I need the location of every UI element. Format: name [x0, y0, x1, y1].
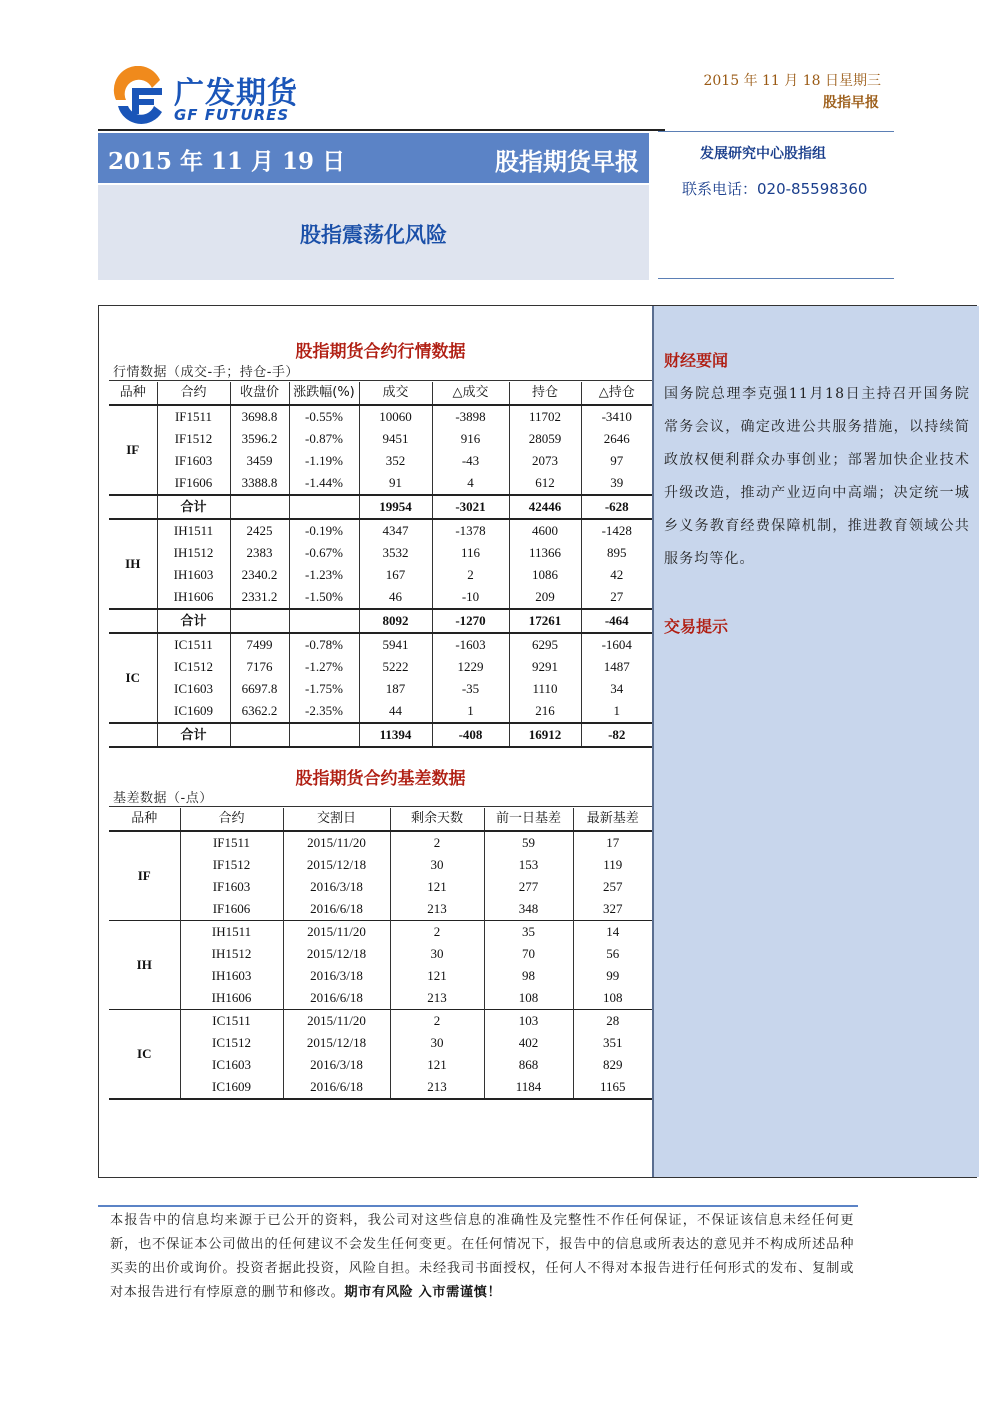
table-row [109, 921, 652, 944]
total-label: 合计 [157, 495, 230, 519]
column-header: 成交 [359, 382, 432, 405]
table-cell: IF1511 [180, 831, 283, 854]
disclaimer-rule [98, 1205, 858, 1207]
table-cell: 167 [359, 564, 432, 586]
table-row [109, 1032, 652, 1054]
table-cell: 7176 [230, 656, 289, 678]
risk-warning: 期市有风险 入市需谨慎！ [344, 1285, 502, 1300]
column-header: △成交 [432, 382, 509, 405]
table-cell: -1.23% [289, 564, 359, 586]
table-row [109, 586, 652, 609]
table-row [109, 700, 652, 723]
table-cell: -0.19% [289, 519, 359, 542]
table-cell: 1229 [432, 656, 509, 678]
table-cell: 14 [573, 921, 652, 944]
table-row [109, 898, 652, 921]
sidebar [652, 306, 979, 1177]
table-cell: 3596.2 [230, 428, 289, 450]
table-cell: IC1512 [157, 656, 230, 678]
table-cell: 9291 [509, 656, 581, 678]
table-cell: 1110 [509, 678, 581, 700]
table-cell: -35 [432, 678, 509, 700]
market-table-caption: 行情数据（成交-手；持仓-手） [113, 365, 299, 380]
total-cell: -1270 [432, 609, 509, 633]
table-row [109, 405, 652, 428]
table-cell: -1.27% [289, 656, 359, 678]
table-cell: 2 [390, 831, 484, 854]
phone-label: 联系电话： [682, 180, 758, 198]
table-cell: 257 [573, 876, 652, 898]
divider [658, 278, 894, 279]
table-cell: 1086 [509, 564, 581, 586]
table-cell: IC1603 [180, 1054, 283, 1076]
total-cell: 16912 [509, 723, 581, 747]
table-cell: 17 [573, 831, 652, 854]
table-cell: 2016/3/18 [283, 876, 390, 898]
table-cell: -1.75% [289, 678, 359, 700]
disclaimer [110, 1209, 854, 1305]
total-cell: 8092 [359, 609, 432, 633]
table-cell: IC1512 [180, 1032, 283, 1054]
caption-rule [109, 380, 652, 381]
tips-heading: 交易提示 [664, 617, 729, 636]
table-cell: 5222 [359, 656, 432, 678]
table-cell: 2015/11/20 [283, 921, 390, 944]
empty-cell [289, 609, 359, 633]
table-cell: 2340.2 [230, 564, 289, 586]
table-cell: 70 [484, 943, 573, 965]
table-cell: 348 [484, 898, 573, 921]
total-label: 合计 [157, 609, 230, 633]
variety-cell: IH [136, 957, 152, 972]
table-cell: 121 [390, 876, 484, 898]
department: 发展研究中心股指组 [700, 146, 826, 162]
table-cell: 103 [484, 1010, 573, 1033]
table-cell: IH1512 [180, 943, 283, 965]
table-cell: 2646 [581, 428, 652, 450]
table-cell: -0.87% [289, 428, 359, 450]
variety-cell: IC [137, 1046, 152, 1061]
table-cell: 1487 [581, 656, 652, 678]
spacer-cell [109, 723, 157, 747]
table-cell: 3459 [230, 450, 289, 472]
table-cell: 868 [484, 1054, 573, 1076]
table-cell: 2 [390, 1010, 484, 1033]
table-row [109, 876, 652, 898]
table-cell: IH1603 [180, 965, 283, 987]
table-cell: 7499 [230, 633, 289, 656]
table-cell: 56 [573, 943, 652, 965]
spacer-cell [109, 609, 157, 633]
basis-table [109, 808, 652, 1100]
total-cell: -82 [581, 723, 652, 747]
market-table [109, 382, 652, 748]
table-cell: 97 [581, 450, 652, 472]
table-cell: 91 [359, 472, 432, 495]
table-cell: 108 [573, 987, 652, 1010]
table-cell: 2016/6/18 [283, 1076, 390, 1099]
column-header: 品种 [119, 385, 146, 400]
total-cell: 19954 [359, 495, 432, 519]
table-cell: -1378 [432, 519, 509, 542]
table-cell: 2073 [509, 450, 581, 472]
table-cell: -1.44% [289, 472, 359, 495]
table-cell: 6295 [509, 633, 581, 656]
table-cell: 2383 [230, 542, 289, 564]
table-cell: 3698.8 [230, 405, 289, 428]
variety-cell: IC [125, 670, 140, 685]
total-row [109, 495, 652, 519]
table-cell: 30 [390, 854, 484, 876]
table-cell: 209 [509, 586, 581, 609]
phone-number: 020-85598360 [757, 180, 868, 198]
table-cell: -43 [432, 450, 509, 472]
column-header: 剩余天数 [390, 808, 484, 831]
table-cell: -1603 [432, 633, 509, 656]
table-cell: 1184 [484, 1076, 573, 1099]
table-cell: IF1603 [157, 450, 230, 472]
table-cell: 3532 [359, 542, 432, 564]
table-cell: 44 [359, 700, 432, 723]
table-cell: 327 [573, 898, 652, 921]
table-cell: -10 [432, 586, 509, 609]
table-cell: 402 [484, 1032, 573, 1054]
logo-cn-text: 广发期货 [174, 76, 298, 111]
gf-logo-icon [108, 66, 170, 128]
title-band [98, 133, 649, 183]
caption-rule [109, 806, 652, 807]
table-cell: 2 [432, 564, 509, 586]
table-cell: 108 [484, 987, 573, 1010]
headline-band [98, 185, 649, 280]
table-cell: IF1606 [157, 472, 230, 495]
table-cell: 121 [390, 1054, 484, 1076]
table-cell: 2015/12/18 [283, 854, 390, 876]
table-cell: -0.67% [289, 542, 359, 564]
table-cell: 2016/3/18 [283, 1054, 390, 1076]
table-cell: 2 [390, 921, 484, 944]
table-cell: 829 [573, 1054, 652, 1076]
table-cell: IH1606 [180, 987, 283, 1010]
total-cell: -408 [432, 723, 509, 747]
table-cell: 10060 [359, 405, 432, 428]
table-cell: IH1511 [180, 921, 283, 944]
table-cell: 1165 [573, 1076, 652, 1099]
table-cell: 28 [573, 1010, 652, 1033]
total-cell: -464 [581, 609, 652, 633]
table-cell: -2.35% [289, 700, 359, 723]
news-body: 国务院总理李克强11月18日主持召开国务院常务会议，确定改进公共服务措施，以持续简政放权便利群众办事创业；部署加快企业技术升级改造，推动产业迈向中高端；决定统一城乡义务教育经费保障机制，推进教育领域公共服务均等化。 [664, 386, 970, 567]
table-cell: 916 [432, 428, 509, 450]
headline: 股指震荡化风险 [300, 222, 447, 247]
column-header: 合约 [180, 808, 283, 831]
total-row [109, 723, 652, 747]
news-heading: 财经要闻 [664, 351, 729, 370]
total-cell: 42446 [509, 495, 581, 519]
table-cell: 2015/11/20 [283, 1010, 390, 1033]
table-cell: IC1603 [157, 678, 230, 700]
table-cell: 4 [432, 472, 509, 495]
table-cell: IC1511 [157, 633, 230, 656]
table-cell: 11702 [509, 405, 581, 428]
total-cell: 11394 [359, 723, 432, 747]
empty-cell [289, 723, 359, 747]
column-header: 合约 [157, 382, 230, 405]
table-cell: 2016/6/18 [283, 898, 390, 921]
table-cell: 2016/6/18 [283, 987, 390, 1010]
column-header: △持仓 [581, 382, 652, 405]
table-cell: 213 [390, 987, 484, 1010]
table-cell: IF1512 [157, 428, 230, 450]
contact-phone [682, 178, 867, 199]
table-cell: 4600 [509, 519, 581, 542]
total-cell: -628 [581, 495, 652, 519]
table-cell: 277 [484, 876, 573, 898]
total-row [109, 609, 652, 633]
table-cell: IH1512 [157, 542, 230, 564]
table-cell: IF1511 [157, 405, 230, 428]
table-cell: IC1609 [180, 1076, 283, 1099]
column-header: 交割日 [283, 808, 390, 831]
table-cell: IH1603 [157, 564, 230, 586]
table-cell: 121 [390, 965, 484, 987]
table-cell: IF1512 [180, 854, 283, 876]
table-row [109, 450, 652, 472]
table-cell: 187 [359, 678, 432, 700]
column-header: 前一日基差 [484, 808, 573, 831]
total-cell: -3021 [432, 495, 509, 519]
table-cell: 2015/12/18 [283, 943, 390, 965]
column-header: 涨跌幅(%) [289, 382, 359, 405]
table-cell: IH1606 [157, 586, 230, 609]
disclaimer-text: 本报告中的信息均来源于已公开的资料，我公司对这些信息的准确性及完整性不作任何保证，不保证该信息未经任何更新，也不保证本公司做出的任何建议不会发生任何变更。在任何情况下，报告中的信息或所表达的意见并不构成所述品种买卖的出价或询价。投资者据此投资，风险自担。未经我司书面授权，任何人不得对本报告进行任何形式的发布、复制或对本报告进行有悖原意的删节和修改。 [110, 1213, 854, 1300]
market-table-header [109, 382, 652, 405]
table-cell: 2016/3/18 [283, 965, 390, 987]
table-cell: 2331.2 [230, 586, 289, 609]
table-cell: 99 [573, 965, 652, 987]
table-row [109, 564, 652, 586]
table-cell: IH1511 [157, 519, 230, 542]
table-cell: -0.78% [289, 633, 359, 656]
table-cell: 30 [390, 1032, 484, 1054]
table-cell: 2015/11/20 [283, 831, 390, 854]
table-cell: 30 [390, 943, 484, 965]
table-cell: -1604 [581, 633, 652, 656]
table-cell: 34 [581, 678, 652, 700]
table-cell: 9451 [359, 428, 432, 450]
table-cell: 27 [581, 586, 652, 609]
table-cell: -3898 [432, 405, 509, 428]
table-cell: 351 [573, 1032, 652, 1054]
table-cell: 5941 [359, 633, 432, 656]
table-cell: -0.55% [289, 405, 359, 428]
table-cell: 11366 [509, 542, 581, 564]
table-cell: 4347 [359, 519, 432, 542]
header-rule [98, 129, 665, 131]
table-cell: 42 [581, 564, 652, 586]
table-cell: IF1606 [180, 898, 283, 921]
basis-table-caption: 基差数据（-点） [113, 791, 213, 806]
table-cell: 1 [581, 700, 652, 723]
title-date: 2015 年 11 月 19 日 [108, 148, 346, 175]
frame-left-line [98, 305, 99, 1178]
table-cell: 1 [432, 700, 509, 723]
frame-bottom-line [98, 1177, 977, 1178]
basis-table-header [109, 808, 652, 831]
table-row [109, 542, 652, 564]
table-cell: 28059 [509, 428, 581, 450]
column-header: 持仓 [509, 382, 581, 405]
total-cell: 17261 [509, 609, 581, 633]
table-row [109, 678, 652, 700]
total-label: 合计 [157, 723, 230, 747]
empty-cell [230, 609, 289, 633]
divider [658, 131, 894, 132]
column-header: 品种 [131, 811, 158, 826]
report-date: 2015 年 11 月 18 日星期三 [703, 73, 881, 89]
table-row [109, 854, 652, 876]
table-row [109, 1076, 652, 1099]
table-cell: IC1609 [157, 700, 230, 723]
company-logo [108, 66, 358, 128]
table-cell: 3388.8 [230, 472, 289, 495]
table-cell: -1428 [581, 519, 652, 542]
column-header: 最新基差 [573, 808, 652, 831]
spacer-cell [109, 495, 157, 519]
table-cell: 895 [581, 542, 652, 564]
table-cell: 6362.2 [230, 700, 289, 723]
table-row [109, 519, 652, 542]
table-cell: 352 [359, 450, 432, 472]
table-row [109, 1054, 652, 1076]
table-cell: IF1603 [180, 876, 283, 898]
table-cell: 216 [509, 700, 581, 723]
table-row [109, 472, 652, 495]
table-cell: 612 [509, 472, 581, 495]
table-cell: 213 [390, 1076, 484, 1099]
variety-cell: IF [137, 868, 151, 883]
column-header: 收盘价 [230, 382, 289, 405]
table-cell: 119 [573, 854, 652, 876]
variety-cell: IH [125, 556, 141, 571]
table-row [109, 1010, 652, 1033]
table-cell: -1.19% [289, 450, 359, 472]
table-row [109, 965, 652, 987]
table-cell: 35 [484, 921, 573, 944]
empty-cell [289, 495, 359, 519]
report-type: 股指早报 [823, 95, 879, 111]
table-cell: 6697.8 [230, 678, 289, 700]
table-row [109, 831, 652, 854]
table-cell: 2015/12/18 [283, 1032, 390, 1054]
table-row [109, 943, 652, 965]
table-cell: 2425 [230, 519, 289, 542]
table-cell: 213 [390, 898, 484, 921]
table-cell: 59 [484, 831, 573, 854]
market-table-title: 股指期货合约行情数据 [295, 342, 466, 362]
table-cell: IC1511 [180, 1010, 283, 1033]
table-cell: 153 [484, 854, 573, 876]
table-cell: 46 [359, 586, 432, 609]
table-cell: -1.50% [289, 586, 359, 609]
table-cell: 39 [581, 472, 652, 495]
title-name: 股指期货早报 [495, 147, 639, 176]
table-cell: -3410 [581, 405, 652, 428]
logo-en-text: GF FUTURES [174, 106, 290, 124]
table-cell: 98 [484, 965, 573, 987]
table-row [109, 428, 652, 450]
empty-cell [230, 723, 289, 747]
basis-table-title: 股指期货合约基差数据 [295, 769, 466, 789]
table-row [109, 987, 652, 1010]
empty-cell [230, 495, 289, 519]
variety-cell: IF [126, 442, 140, 457]
table-row [109, 656, 652, 678]
table-row [109, 633, 652, 656]
table-cell: 116 [432, 542, 509, 564]
